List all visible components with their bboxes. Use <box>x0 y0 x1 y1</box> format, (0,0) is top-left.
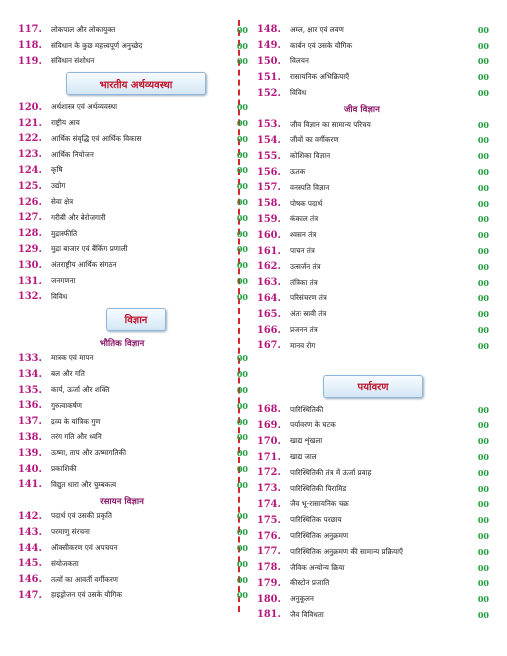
toc-title: मानव रोग <box>290 340 316 350</box>
toc-score: 00 <box>477 404 489 415</box>
toc-row <box>257 591 489 607</box>
toc-row <box>257 148 489 164</box>
toc-title: गरीबी और बेरोजगारी <box>51 212 106 222</box>
toc-row <box>257 243 489 259</box>
toc-title: कृषि <box>51 165 63 175</box>
toc-num: 117. <box>18 24 42 36</box>
toc-num: 160. <box>257 229 281 241</box>
toc-title: विविध <box>290 88 307 98</box>
section-title: भारतीय अर्थव्यवस्था <box>99 79 173 91</box>
toc-score: 00 <box>477 56 489 67</box>
toc-score: 00 <box>236 133 248 144</box>
toc-score: 00 <box>236 56 248 67</box>
toc-title: पारिस्थितिक परछाय <box>290 515 342 525</box>
toc-num: 141. <box>18 479 42 491</box>
toc-num: 167. <box>257 340 281 352</box>
toc-score: 00 <box>477 230 489 241</box>
toc-num: 168. <box>257 404 281 416</box>
toc-row <box>257 227 489 243</box>
toc-row <box>257 117 489 133</box>
toc-num: 162. <box>257 261 281 273</box>
toc-title: तत्वों का आवर्ती वर्गीकरण <box>51 574 118 584</box>
toc-row <box>257 196 489 212</box>
toc-score: 00 <box>236 369 248 380</box>
toc-row <box>18 22 248 38</box>
toc-score: 00 <box>477 531 489 541</box>
toc-row <box>18 461 248 477</box>
toc-score: 00 <box>236 212 248 223</box>
toc-row <box>18 131 248 147</box>
toc-score: 00 <box>236 416 248 427</box>
toc-score: 00 <box>477 151 489 162</box>
toc-title: खाद्य शृंखला <box>290 436 323 446</box>
toc-score: 00 <box>236 24 248 35</box>
toc-row <box>18 430 248 446</box>
toc-num: 175. <box>257 514 281 526</box>
toc-num: 180. <box>257 593 281 605</box>
toc-title: द्रव्य के यांत्रिक गुण <box>51 416 101 426</box>
section-title: पर्यावरण <box>357 382 389 394</box>
toc-score: 00 <box>236 149 248 160</box>
toc-row <box>18 351 248 367</box>
toc-num: 125. <box>18 180 42 192</box>
toc-num: 132. <box>18 291 42 303</box>
toc-score: 00 <box>236 260 248 271</box>
toc-title: अनुकूलन <box>290 594 314 604</box>
toc-row <box>257 164 489 180</box>
left-column <box>18 22 248 603</box>
toc-score: 00 <box>477 88 489 99</box>
toc-num: 156. <box>257 166 281 178</box>
toc-num: 136. <box>18 400 42 412</box>
toc-row <box>257 85 489 101</box>
toc-row <box>18 366 248 382</box>
toc-num: 159. <box>257 213 281 225</box>
toc-title: प्रकाशिकी <box>51 464 77 474</box>
toc-row <box>257 512 489 528</box>
toc-title: राष्ट्रीय आय <box>51 118 80 128</box>
toc-score: 00 <box>236 590 248 601</box>
toc-title: तरंग गति और ध्वनि <box>51 432 102 442</box>
toc-num: 149. <box>257 40 281 52</box>
toc-title: पर्यावरण के घटक <box>290 420 336 430</box>
toc-title: जैव विविधता <box>290 609 324 619</box>
toc-num: 172. <box>257 467 281 479</box>
toc-title: सेवा क्षेत्र <box>51 197 74 207</box>
toc-num: 166. <box>257 324 281 336</box>
toc-row <box>257 433 489 449</box>
toc-score: 00 <box>236 574 248 585</box>
toc-title: संयोजकता <box>51 558 79 568</box>
toc-num: 150. <box>257 55 281 67</box>
toc-score: 00 <box>477 562 489 573</box>
toc-score: 00 <box>236 244 248 255</box>
toc-row <box>18 289 248 305</box>
toc-title: जैविक अन्योन्य क्रिया <box>290 562 345 572</box>
toc-title: जैव भू-रासायनिक चक्र <box>290 499 349 509</box>
toc-title: खाद्य जाल <box>290 452 317 462</box>
toc-num: 176. <box>257 530 281 542</box>
toc-title: विद्युत धारा और चुम्बकत्व <box>51 479 117 489</box>
toc-num: 131. <box>18 275 42 287</box>
toc-title: बल और गति <box>51 369 85 379</box>
toc-row <box>257 560 489 576</box>
subheader-chemistry: रसायन विज्ञान <box>100 496 144 507</box>
toc-num: 134. <box>18 368 42 380</box>
toc-title: कार्य, ऊर्जा और शक्ति <box>51 385 110 395</box>
toc-row <box>18 572 248 588</box>
toc-title: कीस्टोन प्रजाति <box>290 578 330 588</box>
toc-row <box>257 133 489 149</box>
toc-row <box>18 210 248 226</box>
toc-score: 00 <box>236 527 248 538</box>
toc-score: 00 <box>477 72 489 83</box>
toc-score: 00 <box>477 119 489 130</box>
toc-num: 161. <box>257 245 281 257</box>
toc-score: 00 <box>236 448 248 459</box>
toc-title: पारिस्थितिक अनुक्रमण <box>290 531 349 540</box>
toc-score: 00 <box>477 135 489 146</box>
toc-num: 144. <box>18 542 42 554</box>
toc-title: उत्सर्जन तंत्र <box>290 261 321 271</box>
toc-score: 00 <box>236 464 248 475</box>
toc-row <box>18 115 248 131</box>
toc-score: 00 <box>477 24 489 35</box>
toc-row <box>257 306 489 322</box>
toc-title: अंतः स्रावी तंत्र <box>290 309 327 319</box>
toc-row <box>257 54 489 70</box>
toc-title: ऑक्सीकरण एवं अपचयन <box>51 543 118 552</box>
toc-row <box>257 291 489 307</box>
toc-score: 00 <box>236 118 248 129</box>
toc-num: 142. <box>18 510 42 522</box>
toc-title: पोषक पदार्थ <box>290 198 323 208</box>
toc-title: कोशिका विज्ञान <box>290 151 331 161</box>
toc-title: विविध <box>51 291 68 301</box>
toc-score: 00 <box>477 340 489 351</box>
toc-num: 158. <box>257 198 281 210</box>
toc-num: 174. <box>257 498 281 510</box>
toc-score: 00 <box>236 197 248 208</box>
toc-num: 153. <box>257 119 281 131</box>
toc-score: 00 <box>477 309 489 320</box>
toc-score: 00 <box>477 467 489 478</box>
toc-title: जीव विज्ञान का सामान्य परिचय <box>290 119 371 129</box>
toc-num: 173. <box>257 483 281 495</box>
toc-title: कंकाल तंत्र <box>290 214 319 224</box>
toc-row <box>257 69 489 85</box>
toc-num: 147. <box>18 589 42 601</box>
toc-row <box>18 477 248 493</box>
toc-num: 178. <box>257 562 281 574</box>
toc-title: जीवों का वर्गीकरण <box>290 135 339 145</box>
toc-row <box>257 259 489 275</box>
toc-title: पदार्थ एवं उसकी प्रकृति <box>51 511 112 521</box>
toc-title: रासायनिक अभिक्रियाएँ <box>290 72 350 82</box>
toc-title: पारिस्थितिक अनुक्रमण की सामान्य प्रक्रियाएँ <box>290 546 403 556</box>
toc-row <box>18 556 248 572</box>
toc-score: 00 <box>477 40 489 51</box>
toc-title: उद्योग <box>51 181 66 191</box>
toc-title: ऊष्मा, ताप और ऊष्मागतिकी <box>51 448 127 458</box>
toc-row <box>18 273 248 289</box>
toc-title: गुरुत्वाकर्षण <box>51 400 82 410</box>
toc-score: 00 <box>477 277 489 288</box>
toc-score: 00 <box>236 479 248 490</box>
toc-title: मात्रक एवं मापन <box>51 353 94 363</box>
toc-title: परिसंचरण तंत्र <box>290 293 327 303</box>
toc-num: 164. <box>257 292 281 304</box>
toc-num: 170. <box>257 435 281 447</box>
toc-num: 124. <box>18 164 42 176</box>
toc-num: 143. <box>18 526 42 538</box>
toc-row <box>257 449 489 465</box>
toc-num: 133. <box>18 352 42 364</box>
toc-num: 140. <box>18 463 42 475</box>
toc-num: 121. <box>18 117 42 129</box>
toc-score: 00 <box>477 578 489 589</box>
toc-row <box>18 414 248 430</box>
toc-num: 135. <box>18 384 42 396</box>
toc-num: 129. <box>18 243 42 255</box>
toc-row <box>18 588 248 604</box>
toc-num: 120. <box>18 101 42 113</box>
toc-score: 00 <box>236 511 248 522</box>
toc-row <box>18 147 248 163</box>
toc-row <box>257 544 489 560</box>
toc-score: 00 <box>477 325 489 336</box>
toc-num: 123. <box>18 149 42 161</box>
toc-num: 169. <box>257 419 281 431</box>
toc-num: 151. <box>257 71 281 83</box>
toc-row <box>18 445 248 461</box>
toc-row <box>257 576 489 592</box>
toc-num: 165. <box>257 308 281 320</box>
subheader-biology: जीव विज्ञान <box>344 104 380 115</box>
toc-row <box>18 38 248 54</box>
toc-num: 155. <box>257 150 281 162</box>
toc-row <box>18 163 248 179</box>
toc-num: 130. <box>18 259 42 271</box>
right-column <box>257 22 489 623</box>
toc-row <box>18 54 248 70</box>
toc-num: 171. <box>257 451 281 463</box>
toc-score: 00 <box>477 499 489 510</box>
toc-num: 146. <box>18 574 42 586</box>
section-header-economy <box>66 72 206 95</box>
toc-row <box>18 382 248 398</box>
toc-num: 128. <box>18 228 42 240</box>
toc-score: 00 <box>477 182 489 193</box>
toc-row <box>18 194 248 210</box>
toc-row <box>257 275 489 291</box>
toc-title: अर्थशास्त्र एवं अर्थव्यवस्था <box>51 102 117 112</box>
section-header-environment <box>323 375 423 398</box>
toc-score: 00 <box>236 291 248 302</box>
toc-score: 00 <box>236 181 248 192</box>
toc-row <box>18 509 248 525</box>
toc-row <box>257 465 489 481</box>
toc-score: 00 <box>477 594 489 605</box>
toc-score: 00 <box>477 246 489 257</box>
toc-score: 00 <box>236 102 248 113</box>
toc-row <box>257 418 489 434</box>
toc-score: 00 <box>477 546 489 557</box>
toc-score: 00 <box>477 452 489 463</box>
toc-title: पारिस्थितिकी पिरामिड <box>290 483 347 493</box>
toc-num: 138. <box>18 431 42 443</box>
toc-score: 00 <box>477 198 489 209</box>
toc-title: श्वसन तंत्र <box>290 230 317 240</box>
toc-title: वनस्पति विज्ञान <box>290 182 330 192</box>
toc-title: आर्थिक संवृद्धि एवं आर्थिक विकास <box>51 133 142 143</box>
toc-num: 122. <box>18 133 42 145</box>
subheader-physics: भौतिक विज्ञान <box>99 338 145 349</box>
toc-score: 00 <box>236 276 248 287</box>
section-header-science <box>106 308 166 331</box>
toc-num: 118. <box>18 40 42 52</box>
toc-score: 00 <box>236 432 248 443</box>
toc-title: अम्ल, क्षार एवं लवण <box>290 24 344 34</box>
toc-title: हाइड्रोजन एवं उसके यौगिक <box>51 590 122 600</box>
toc-score: 00 <box>477 293 489 304</box>
toc-title: विलयन <box>290 56 309 66</box>
toc-row <box>257 338 489 354</box>
toc-score: 00 <box>477 609 489 620</box>
toc-score: 00 <box>236 228 248 239</box>
toc-title: आर्थिक नियोजन <box>51 149 94 159</box>
toc-title: मुद्रा बाजार एवं बैंकिंग प्रणाली <box>51 244 128 254</box>
toc-num: 179. <box>257 577 281 589</box>
toc-row <box>257 180 489 196</box>
toc-row <box>257 481 489 497</box>
toc-row <box>257 497 489 513</box>
toc-num: 163. <box>257 277 281 289</box>
toc-num: 152. <box>257 87 281 99</box>
toc-row <box>257 22 489 38</box>
toc-num: 148. <box>257 24 281 36</box>
toc-score: 00 <box>236 385 248 396</box>
toc-num: 137. <box>18 416 42 428</box>
toc-row <box>18 257 248 273</box>
toc-row <box>18 226 248 242</box>
toc-num: 177. <box>257 546 281 558</box>
toc-score: 00 <box>477 483 489 494</box>
toc-row <box>257 38 489 54</box>
toc-row <box>257 402 489 418</box>
toc-num: 127. <box>18 212 42 224</box>
toc-row <box>18 242 248 258</box>
section-title: विज्ञान <box>124 315 148 327</box>
toc-title: ऊतक <box>290 167 306 177</box>
toc-score: 00 <box>236 165 248 176</box>
toc-title: तंत्रिका तंत्र <box>290 277 318 287</box>
toc-title: संविधान संशोधन <box>51 56 95 66</box>
toc-score: 00 <box>477 261 489 272</box>
toc-score: 00 <box>477 167 489 178</box>
toc-score: 00 <box>236 400 248 411</box>
toc-row <box>257 322 489 338</box>
toc-row <box>257 607 489 623</box>
toc-score: 00 <box>236 558 248 569</box>
toc-row <box>18 178 248 194</box>
toc-row <box>18 398 248 414</box>
toc-num: 139. <box>18 447 42 459</box>
toc-score: 00 <box>236 543 248 553</box>
toc-score: 00 <box>477 436 489 447</box>
toc-row <box>257 528 489 544</box>
toc-title: परमाणु संरचना <box>51 527 90 537</box>
toc-num: 154. <box>257 134 281 146</box>
toc-title: कार्बन एवं उसके यौगिक <box>290 40 353 50</box>
toc-title: पाचन तंत्र <box>290 246 315 256</box>
toc-title: संविधान के कुछ महत्त्वपूर्ण अनुच्छेद <box>51 40 143 50</box>
toc-score: 00 <box>236 40 248 51</box>
toc-score: 00 <box>236 353 248 364</box>
toc-title: प्रजनन तंत्र <box>290 325 318 335</box>
toc-num: 119. <box>18 55 42 67</box>
toc-title: लोकपाल और लोकायुक्त <box>51 24 116 34</box>
toc-row <box>18 99 248 115</box>
toc-score: 00 <box>477 214 489 225</box>
toc-num: 181. <box>257 609 281 621</box>
toc-score: 00 <box>477 420 489 431</box>
toc-row <box>18 540 248 556</box>
toc-title: पारिस्थितिकी <box>290 404 324 414</box>
toc-row <box>257 212 489 228</box>
toc-num: 145. <box>18 558 42 570</box>
toc-score: 00 <box>477 515 489 526</box>
toc-row <box>18 524 248 540</box>
toc-title: जनगणना <box>51 276 76 286</box>
toc-num: 126. <box>18 196 42 208</box>
toc-title: अंतराष्ट्रीय आर्थिक संगठन <box>51 260 117 270</box>
toc-num: 157. <box>257 182 281 194</box>
toc-title: मुद्रास्फीति <box>51 228 78 238</box>
toc-title: पारिस्थितिकी तंत्र में ऊर्जा प्रवाह <box>290 467 372 477</box>
